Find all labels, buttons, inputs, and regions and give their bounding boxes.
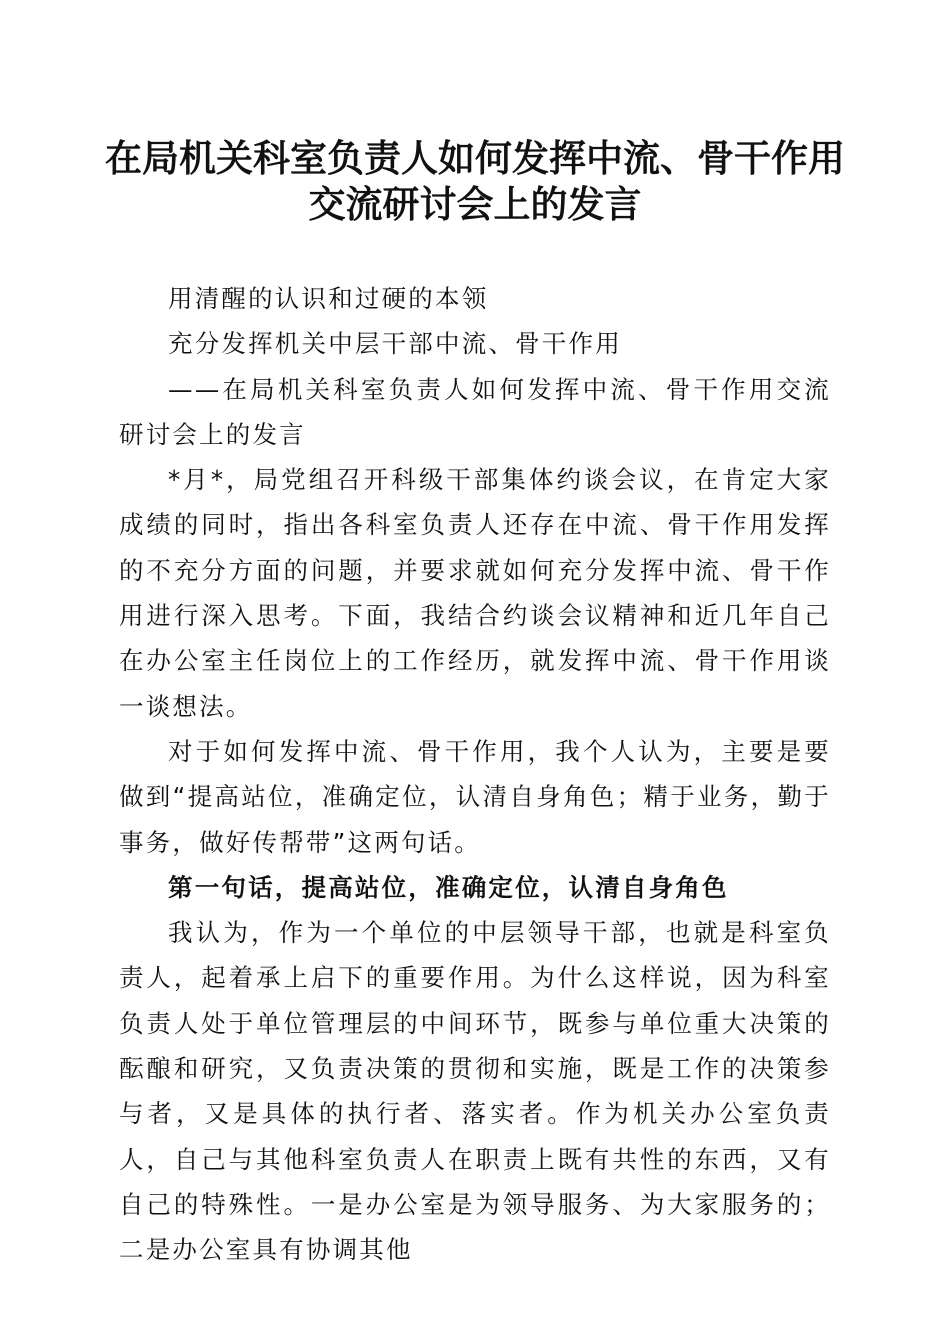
body-paragraph: 我认为，作为一个单位的中层领导干部，也就是科室负责人，起着承上启下的重要作用。为什么这样说，因为科室负责人处于单位管理层的中间环节，既参与单位重大决策的酝酿和研究，又负责决策的贯彻和实施，既是工作的决策参与者，又是具体的执行者、落实者。作为机关办公室负责人，自己与其他科室负责人在职责上既有共性的东西，又有自己的特殊性。一是办公室是为领导服务、为大家服务的；二是办公室具有协调其他 [119, 918, 831, 1265]
body-paragraph: 对于如何发挥中流、骨干作用，我个人认为，主要是要做到“提高站位，准确定位，认清自身角色；精于业务，勤于事务，做好传帮带”这两句话。 [119, 736, 831, 857]
subtitle-line-1: 用清醒的认识和过硬的本领 [168, 284, 489, 313]
subtitle-line-3: ——在局机关科室负责人如何发挥中流、骨干作用交流研讨会上的发言 [119, 374, 831, 449]
section-heading: 第一句话，提高站位，准确定位，认清自身角色 [168, 872, 729, 902]
document-title-line-1: 在局机关科室负责人如何发挥中流、骨干作用 [105, 136, 845, 180]
body-paragraph: *月*，局党组召开科级干部集体约谈会议，在肯定大家成绩的同时，指出各科室负责人还存在中流、骨干作用发挥的不充分方面的问题，并要求就如何充分发挥中流、骨干作用进行深入思考。下面，我结合约谈会议精神和近几年自己在办公室主任岗位上的工作经历，就发挥中流、骨干作用谈一谈想法。 [119, 465, 831, 721]
subtitle-line-2: 充分发挥机关中层干部中流、骨干作用 [168, 329, 622, 359]
document-title-line-2: 交流研讨会上的发言 [308, 182, 642, 226]
document-body [119, 276, 831, 1273]
